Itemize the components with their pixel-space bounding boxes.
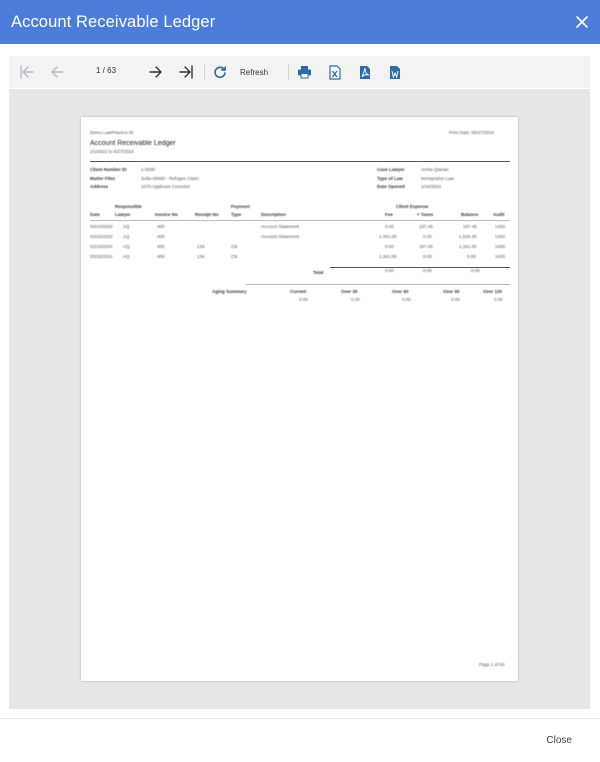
footer-divider xyxy=(0,718,600,719)
aging-current-value: 0.00 xyxy=(299,297,308,302)
aging-over120-value: 0.00 xyxy=(494,297,503,302)
word-file-icon xyxy=(389,65,401,80)
total-fee: 0.00 xyxy=(385,268,394,273)
first-page-button[interactable] xyxy=(19,62,35,82)
client-number-label: Client Number ID xyxy=(90,167,127,172)
aging-over60-value: 0.00 xyxy=(402,297,411,302)
cell-balance: 1,528.45 xyxy=(459,234,477,239)
cell-audit: 1400 xyxy=(495,254,506,259)
print-date: Print Date: 06/27/2024 xyxy=(449,130,495,135)
cell-fee: 0.00 xyxy=(385,224,394,229)
cell-invoice: 400 xyxy=(157,254,165,259)
cell-audit: 1400 xyxy=(495,244,506,249)
cell-lawyer: AQ xyxy=(123,224,130,229)
aging-over30-label: Over 30 xyxy=(341,289,358,294)
date-opened-label: Date Opened xyxy=(377,184,405,189)
cell-description: Account Statement xyxy=(261,224,300,229)
matter-label: Matter Files xyxy=(90,176,116,181)
total-taxes: 0.00 xyxy=(423,268,432,273)
cell-fee: 0.00 xyxy=(385,244,394,249)
col-audit: Audit xyxy=(493,212,505,217)
page-footer: Page 1 of 63 xyxy=(479,662,505,667)
toolbar-divider xyxy=(204,64,205,80)
cell-taxes: 0.00 xyxy=(423,254,432,259)
date-opened-value: 1/10/2023 xyxy=(421,184,442,189)
cell-date: 02/10/2024 xyxy=(90,244,113,249)
aging-over90-value: 0.00 xyxy=(451,297,460,302)
cell-receipt: 134 xyxy=(197,244,205,249)
close-button[interactable]: Close xyxy=(546,735,572,746)
last-page-button[interactable] xyxy=(178,62,194,82)
col-receipt-no: Receipt No xyxy=(195,212,219,217)
cell-lawyer: AQ xyxy=(123,234,130,239)
cell-fee: 1,341.00 xyxy=(379,234,397,239)
cell-balance: 1,341.00 xyxy=(459,244,477,249)
print-button[interactable] xyxy=(296,62,312,82)
col-invoice-no: Invoice No xyxy=(155,212,178,217)
client-number: 1-0000 xyxy=(141,167,156,172)
group-responsible: Responsible xyxy=(115,204,142,209)
toolbar-divider xyxy=(288,64,289,80)
close-icon[interactable] xyxy=(573,13,591,31)
printer-icon xyxy=(297,65,312,79)
aging-rule xyxy=(246,284,510,285)
pdf-file-icon xyxy=(359,65,371,80)
export-word-button[interactable] xyxy=(387,62,403,82)
col-lawyer: Lawyer xyxy=(115,212,131,217)
type-of-law-label: Type of Law xyxy=(377,176,403,181)
cell-receipt: 134 xyxy=(197,254,205,259)
cell-taxes: 187.45 xyxy=(419,244,433,249)
cell-description: Account Statement xyxy=(261,234,300,239)
total-label: Total xyxy=(313,270,324,275)
cell-invoice: 400 xyxy=(157,244,165,249)
col-balance: Balance xyxy=(461,212,479,217)
aging-over120-label: Over 120 xyxy=(483,289,503,294)
page-indicator: 1 / 63 xyxy=(96,66,117,75)
first-page-icon xyxy=(19,65,35,79)
excel-file-icon xyxy=(329,65,341,80)
report-page xyxy=(81,117,518,681)
matter-value: Sofia 00000 - Refugee Claim xyxy=(141,176,199,181)
report-viewer[interactable] xyxy=(9,89,590,709)
refresh-icon xyxy=(213,65,227,79)
group-client-expense: Client Expense xyxy=(396,204,429,209)
next-page-button[interactable] xyxy=(148,62,164,82)
aging-over90-label: Over 90 xyxy=(443,289,460,294)
aging-current-label: Current xyxy=(290,289,307,294)
aging-over30-value: 0.00 xyxy=(351,297,360,302)
col-description: Description xyxy=(261,212,286,217)
address-label: Address xyxy=(90,184,109,189)
cell-type: CB xyxy=(231,244,238,249)
type-of-law-value: Immigration Law xyxy=(421,176,455,181)
refresh-button[interactable] xyxy=(213,62,268,82)
cell-balance: 187.45 xyxy=(463,224,477,229)
report-title: Account Receivable Ledger xyxy=(90,140,176,147)
cell-invoice: 400 xyxy=(157,224,165,229)
export-pdf-button[interactable] xyxy=(357,62,373,82)
cell-taxes: 187.45 xyxy=(419,224,433,229)
totals-rule xyxy=(330,267,510,268)
cell-audit: 1400 xyxy=(495,234,506,239)
cell-lawyer: AQ xyxy=(123,244,130,249)
cell-audit: 1400 xyxy=(495,224,506,229)
report-date-range: 1/1/2022 to 6/27/2024 xyxy=(90,149,134,154)
col-type: Type xyxy=(231,212,242,217)
cell-type: CB xyxy=(231,254,238,259)
cell-invoice: 400 xyxy=(157,234,165,239)
dialog-header xyxy=(0,0,600,44)
cell-date: 03/15/2023 xyxy=(90,234,113,239)
col-taxes: + Taxes xyxy=(417,212,434,217)
last-page-icon xyxy=(178,65,194,79)
aging-label: Aging Summary xyxy=(212,289,247,294)
address-value: 1070 Applicant Crescent xyxy=(141,184,190,189)
dialog-title: Account Receivable Ledger xyxy=(11,12,216,31)
report-toolbar xyxy=(9,56,590,88)
cell-lawyer: AQ xyxy=(123,254,130,259)
previous-page-button[interactable] xyxy=(49,62,65,82)
cell-fee: 1,341.00 xyxy=(379,254,397,259)
column-header-rule xyxy=(90,220,510,221)
arrow-left-icon xyxy=(49,65,65,79)
aging-over60-label: Over 60 xyxy=(392,289,409,294)
total-balance: 0.00 xyxy=(471,268,480,273)
header-rule xyxy=(90,161,510,162)
case-lawyer-label: Case Lawyer xyxy=(377,167,405,172)
cell-balance: 0.00 xyxy=(467,254,476,259)
col-fee: Fee xyxy=(385,212,393,217)
col-date: Date xyxy=(90,212,100,217)
group-payment: Payment xyxy=(231,204,250,209)
export-excel-button[interactable] xyxy=(327,62,343,82)
case-lawyer-value: Arsha Qianan xyxy=(421,167,449,172)
arrow-right-icon xyxy=(148,65,164,79)
cell-date: 03/15/2024 xyxy=(90,254,113,259)
firm-name: Demo LawPractice ID xyxy=(90,130,134,135)
cell-date: 03/10/2023 xyxy=(90,224,113,229)
refresh-label: Refresh xyxy=(240,67,269,77)
cell-taxes: 0.00 xyxy=(423,234,432,239)
